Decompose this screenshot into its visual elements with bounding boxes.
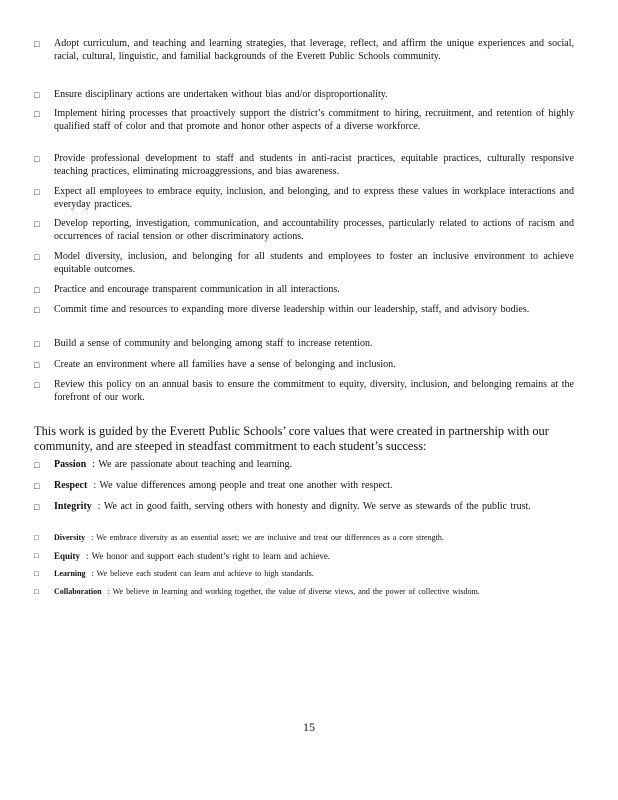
page-number: 15	[303, 720, 315, 734]
bullet-icon: □	[34, 39, 40, 49]
core-value-text: : We value differences among people and treat one another with respect.	[93, 480, 393, 491]
list-item	[34, 379, 574, 409]
core-value-term: Collaboration	[54, 587, 102, 596]
bullet-icon: □	[34, 219, 40, 229]
core-value-text: : We honor and support each student’s right to learn and achieve.	[86, 551, 331, 561]
list-item-text: Build a sense of community and belonging among staff to increase retention.	[54, 338, 373, 349]
list-item-text: Develop reporting, investigation, communication, and accountability processes, particularly related to actions of racism and occurrences of racial tension or other discriminatory actions.	[54, 218, 574, 242]
list-item-text: Ensure disciplinary actions are undertaken without bias and/or disproportionality.	[54, 89, 388, 100]
core-value-item	[34, 569, 574, 587]
core-value-term: Integrity	[54, 501, 92, 512]
core-value-item	[34, 587, 574, 611]
bullet-icon: □	[34, 551, 39, 560]
core-value-term: Equity	[54, 551, 81, 561]
bullet-icon: □	[34, 533, 39, 542]
bullet-icon: □	[34, 587, 39, 596]
commitment-list	[34, 38, 574, 409]
list-item	[34, 338, 574, 359]
core-value-term: Respect	[54, 480, 88, 491]
list-item-text: Provide professional development to staff and students in anti-racist practices, equitable practices, culturally responsive teaching practices, eliminating microaggressions, and bias awareness.	[54, 153, 574, 177]
list-item	[34, 284, 574, 304]
list-item	[34, 218, 574, 251]
list-item-text: Commit time and resources to expanding more diverse leadership within our leadership, staff, and advisory bodies.	[54, 304, 530, 315]
list-item	[34, 304, 574, 338]
list-item	[34, 186, 574, 218]
list-item	[34, 38, 574, 89]
core-value-term: Diversity	[54, 533, 86, 542]
list-item-text: Review this policy on an annual basis to ensure the commitment to equity, diversity, inclusion, and belonging remains at the forefront of our work.	[54, 379, 574, 403]
list-item	[34, 251, 574, 284]
bullet-icon: □	[34, 360, 40, 370]
list-item-text: Practice and encourage transparent communication in all interactions.	[54, 284, 340, 295]
core-values-intro: This work is guided by the Everett Public Schools’ core values that were created in partnership with our community, and are steeped in steadfast commitment to each student’s success:	[34, 424, 549, 453]
bullet-icon: □	[34, 285, 40, 295]
list-item	[34, 89, 574, 108]
core-value-text: : We act in good faith, serving others with honesty and dignity. We serve as stewards of the public trust.	[97, 501, 531, 512]
bullet-icon: □	[34, 569, 39, 578]
core-value-item	[34, 459, 574, 480]
bullet-icon: □	[34, 305, 40, 315]
core-value-term: Passion	[54, 459, 87, 470]
core-value-item	[34, 551, 574, 569]
bullet-icon: □	[34, 154, 40, 164]
list-item-text: Implement hiring processes that proactively support the district’s commitment to hiring, recruitment, and retention of highly qualified staff of color and that promote and honor other aspects of a diverse workforce.	[54, 108, 574, 132]
bullet-icon: □	[34, 109, 40, 119]
list-item	[34, 153, 574, 186]
list-item	[34, 108, 574, 153]
core-values-list	[34, 459, 574, 611]
bullet-icon: □	[34, 339, 40, 349]
bullet-icon: □	[34, 481, 40, 491]
bullet-icon: □	[34, 90, 40, 100]
core-value-text: : We believe in learning and working together, the value of diverse views, and the power of collective wisdom.	[107, 587, 480, 596]
core-value-text: : We believe each student can learn and achieve to high standards.	[91, 569, 314, 578]
list-item-text: Expect all employees to embrace equity, inclusion, and belonging, and to express these values in workplace interactions and everyday practices.	[54, 186, 574, 210]
bullet-icon: □	[34, 252, 40, 262]
bullet-icon: □	[34, 380, 40, 390]
bullet-icon: □	[34, 502, 40, 512]
core-value-text: : We embrace diversity as an essential asset; we are inclusive and treat our differences as a core strength.	[91, 533, 444, 542]
list-item-text: Adopt curriculum, and teaching and learning strategies, that leverage, reflect, and affirm the unique experiences and social, racial, cultural, linguistic, and familial backgrounds of the Everett Public Schools community.	[54, 38, 574, 62]
bullet-icon: □	[34, 460, 40, 470]
list-item-text: Create an environment where all families have a sense of belonging and inclusion.	[54, 359, 396, 370]
bullet-icon: □	[34, 187, 40, 197]
list-item	[34, 359, 574, 379]
core-value-term: Learning	[54, 569, 86, 578]
core-value-item	[34, 533, 574, 551]
core-value-text: : We are passionate about teaching and learning.	[92, 459, 293, 470]
core-value-item	[34, 501, 574, 533]
list-item-text: Model diversity, inclusion, and belonging for all students and employees to foster an inclusive environment to achieve equitable outcomes.	[54, 251, 574, 275]
core-value-item	[34, 480, 574, 501]
